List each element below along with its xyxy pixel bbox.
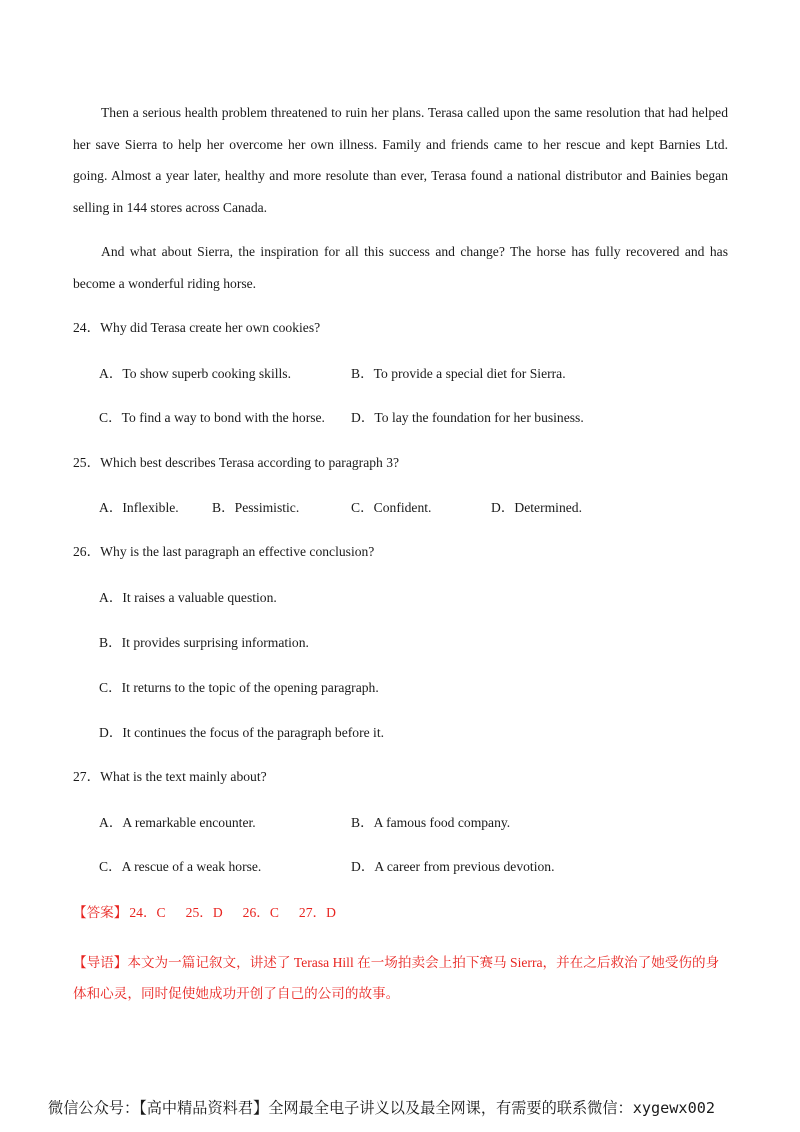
answer-26: 26．C	[242, 905, 279, 920]
question-26-option-a: A．It raises a valuable question.	[99, 590, 277, 605]
question-25-option-a: A．Inflexible.	[99, 500, 179, 515]
answer-27: 27．D	[298, 905, 336, 920]
question-25-option-b: B．Pessimistic.	[212, 500, 300, 515]
answer-24: 24．C	[129, 905, 166, 920]
answer-key	[73, 904, 336, 922]
answer-label: 【答案】	[73, 905, 128, 920]
guide-paragraph: 【导语】本文为一篇记叙文，讲述了 Terasa Hill 在一场拍卖会上拍下赛马 Sierra，并在之后救治了她受伤的身体和心灵，同时促使她成功开创了自己的公司的故事。	[73, 955, 720, 1001]
passage-paragraph-2: And what about Sierra, the inspiration for all this success and change? The horse has fully recovered and has become a wonderful riding horse.	[73, 244, 728, 291]
question-25-option-c: C．Confident.	[351, 500, 432, 515]
question-25-stem: 25．Which best describes Terasa according to paragraph 3?	[73, 455, 400, 470]
footer-contact: xygewx002	[632, 1099, 716, 1117]
question-24-stem: 24．Why did Terasa create her own cookies?	[73, 320, 321, 335]
page-footer	[48, 1098, 715, 1118]
question-27-option-a: A．A remarkable encounter.	[99, 815, 256, 830]
question-27-option-b: B．A famous food company.	[351, 815, 511, 830]
question-24-option-d: D．To lay the foundation for her business.	[351, 410, 584, 425]
question-24-option-a: A．To show superb cooking skills.	[99, 366, 291, 381]
question-26-option-c: C．It returns to the topic of the opening paragraph.	[99, 680, 379, 695]
question-26-option-b: B．It provides surprising information.	[99, 635, 309, 650]
question-26-stem: 26．Why is the last paragraph an effective conclusion?	[73, 544, 375, 559]
question-25-option-d: D．Determined.	[491, 500, 582, 515]
footer-text: 微信公众号：【高中精品资料君】全网最全电子讲义以及最全网课，有需要的联系微信：	[48, 1099, 633, 1117]
question-27-option-c: C．A rescue of a weak horse.	[99, 859, 262, 874]
question-24-option-c: C．To find a way to bond with the horse.	[99, 410, 325, 425]
passage-paragraph-1: Then a serious health problem threatened to ruin her plans. Terasa called upon the same resolution that had helped her save Sierra to help her overcome her own illness. Family and friends came to her rescue and kept Barnies Ltd. going. Almost a year later, healthy and more resolute than ever, Terasa found a national distributor and Bainies began selling in 144 stores across Canada.	[73, 105, 728, 215]
question-27-stem: 27．What is the text mainly about?	[73, 769, 267, 784]
question-27-option-d: D．A career from previous devotion.	[351, 859, 555, 874]
answer-25: 25．D	[185, 905, 223, 920]
question-24-option-b: B．To provide a special diet for Sierra.	[351, 366, 566, 381]
question-26-option-d: D．It continues the focus of the paragraph before it.	[99, 725, 384, 740]
